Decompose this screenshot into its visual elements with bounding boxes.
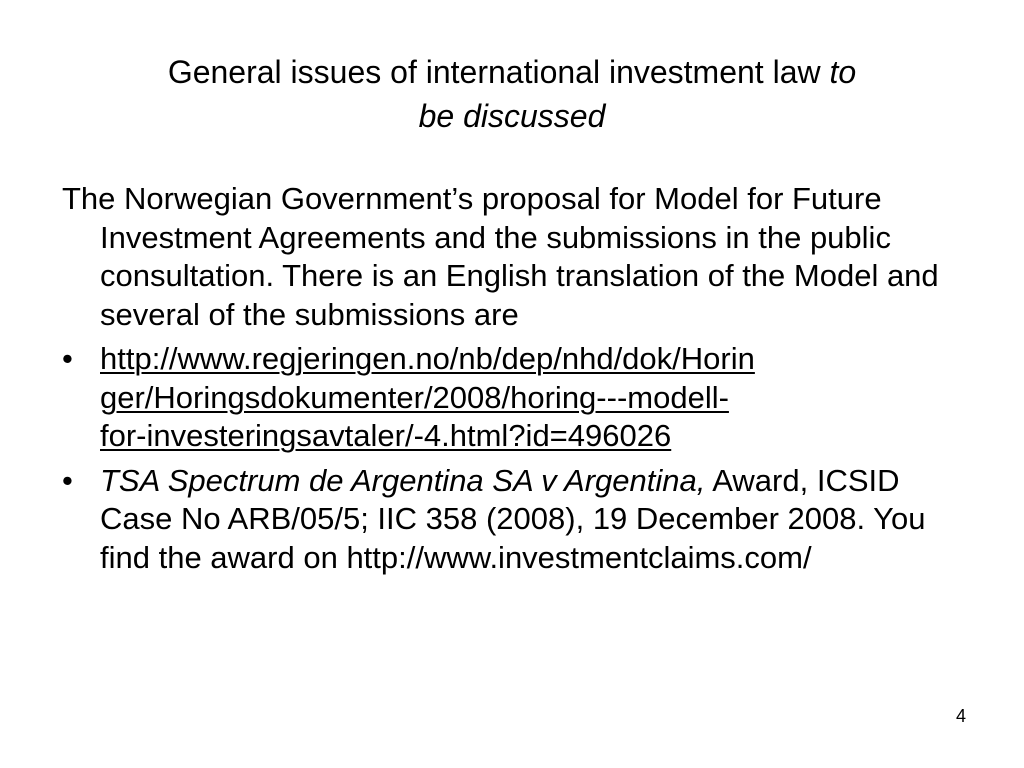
bullet-item-link <box>62 340 962 456</box>
title-emphasis-2: be discussed <box>418 98 606 134</box>
bullet-item-case <box>62 462 962 578</box>
regjeringen-link[interactable] <box>100 341 755 453</box>
bullet-icon: • <box>62 462 73 498</box>
slide-title <box>60 50 964 138</box>
link-line-2: ger/Horingsdokumenter/2008/horing---modell- <box>100 379 729 415</box>
link-line-1: http://www.regjeringen.no/nb/dep/nhd/dok/Horin <box>100 341 755 376</box>
case-details: Award, ICSID Case No ARB/05/5; IIC 358 (2008), 19 December 2008. You find the award on http://www.investmentclaims.com/ <box>100 462 926 575</box>
title-emphasis-1: to <box>829 54 857 90</box>
case-name: TSA Spectrum de Argentina SA v Argentina, <box>100 462 706 498</box>
bullet-icon: • <box>62 341 73 376</box>
page-number: 4 <box>955 706 966 726</box>
title-main: General issues of international investment law <box>167 54 830 90</box>
slide-body <box>62 180 962 583</box>
intro-paragraph: The Norwegian Government’s proposal for Model for Future Investment Agreements and the submissions in the public consultation. There is an English translation of the Model and several of the submissions are <box>62 181 939 332</box>
link-line-3: for-investeringsavtaler/-4.html?id=496026 <box>100 418 672 453</box>
